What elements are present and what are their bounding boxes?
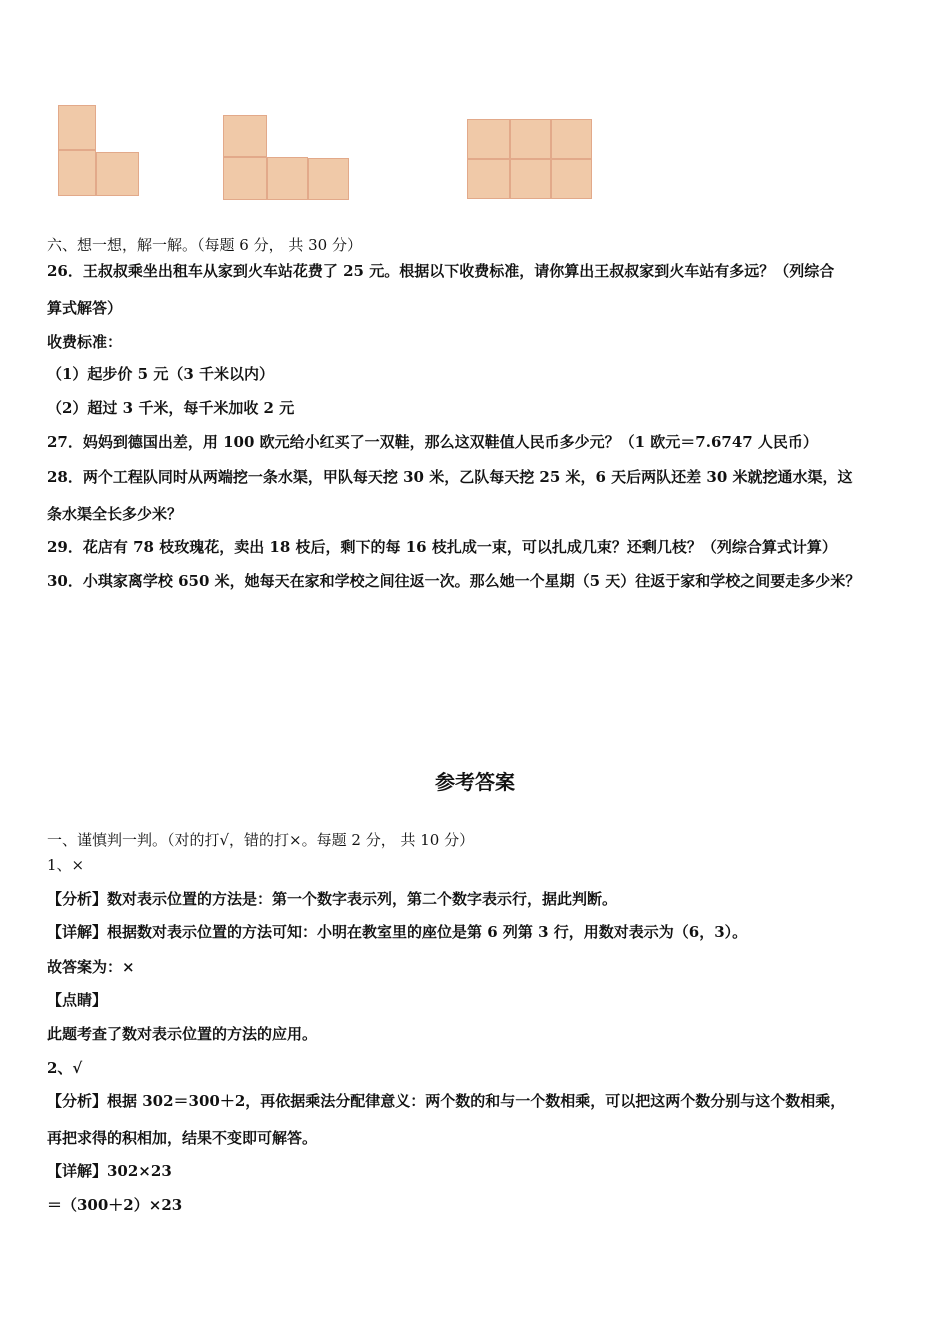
square <box>308 158 349 200</box>
question-29: 29．花店有 78 枝玫瑰花，卖出 18 枝后，剩下的每 16 枝扎成一束，可以扎成几束？还剩几枝？（列综合算式计算） <box>47 538 837 556</box>
cube-views-figure <box>0 0 950 230</box>
answer-2-step1: ＝（300＋2）×23 <box>47 1196 183 1214</box>
square <box>551 159 592 199</box>
question-27: 27．妈妈到德国出差，用 100 欧元给小红买了一双鞋，那么这双鞋值人民币多少元？（1 欧元＝7.6747 人民币） <box>47 433 818 451</box>
square <box>467 159 510 199</box>
square <box>96 152 139 196</box>
answer-2-analysis-line2: 再把求得的积相加，结果不变即可解答。 <box>47 1129 318 1147</box>
square <box>467 119 510 159</box>
square <box>510 159 551 199</box>
answers-section1-heading: 一、谨慎判一判。（对的打√，错的打×。每题 2 分， 共 10 分） <box>47 831 475 849</box>
square <box>267 157 308 200</box>
answer-1-detail: 【详解】根据数对表示位置的方法可知：小明在教室里的座位是第 6 列第 3 行，用数对表示为（6，3）。 <box>47 923 748 941</box>
fee-rule-1: （1）起步价 5 元（3 千米以内） <box>47 365 274 383</box>
answer-2-analysis-line1: 【分析】根据 302＝300＋2，再依据乘法分配律意义：两个数的和与一个数相乘，可以把这两个数分别与这个数相乘， <box>47 1092 846 1110</box>
section6-heading: 六、想一想，解一解。（每题 6 分， 共 30 分） <box>47 236 362 254</box>
answer-1-point-label: 【点睛】 <box>47 991 108 1009</box>
answer-1-point: 此题考查了数对表示位置的方法的应用。 <box>47 1025 318 1043</box>
square <box>510 119 551 159</box>
square <box>58 105 96 150</box>
question-28-line1: 28．两个工程队同时从两端挖一条水渠，甲队每天挖 30 米，乙队每天挖 25 米，6 天后两队还差 30 米就挖通水渠，这 <box>47 468 853 486</box>
answer-1-number: 1、× <box>47 856 85 874</box>
question-30: 30．小琪家离学校 650 米，她每天在家和学校之间往返一次。那么她一个星期（5 天）往返于家和学校之间要走多少米？ <box>47 572 861 590</box>
fee-rule-2: （2）超过 3 千米，每千米加收 2 元 <box>47 399 295 417</box>
question-26-line2: 算式解答） <box>47 299 123 317</box>
answer-1-analysis: 【分析】数对表示位置的方法是：第一个数字表示列，第二个数字表示行，据此判断。 <box>47 890 618 908</box>
answer-2-detail: 【详解】302×23 <box>47 1162 172 1180</box>
square <box>58 150 96 196</box>
question-26-line1: 26．王叔叔乘坐出租车从家到火车站花费了 25 元。根据以下收费标准，请你算出王叔叔家到火车站有多远？（列综合 <box>47 262 835 280</box>
answers-title: 参考答案 <box>435 770 515 794</box>
fee-standard-label: 收费标准： <box>47 333 123 351</box>
square <box>551 119 592 159</box>
question-28-line2: 条水渠全长多少米？ <box>47 505 183 523</box>
square <box>223 115 267 157</box>
answer-1-result: 故答案为：× <box>47 958 135 976</box>
square <box>223 157 267 200</box>
answer-2-number: 2、√ <box>47 1059 83 1077</box>
